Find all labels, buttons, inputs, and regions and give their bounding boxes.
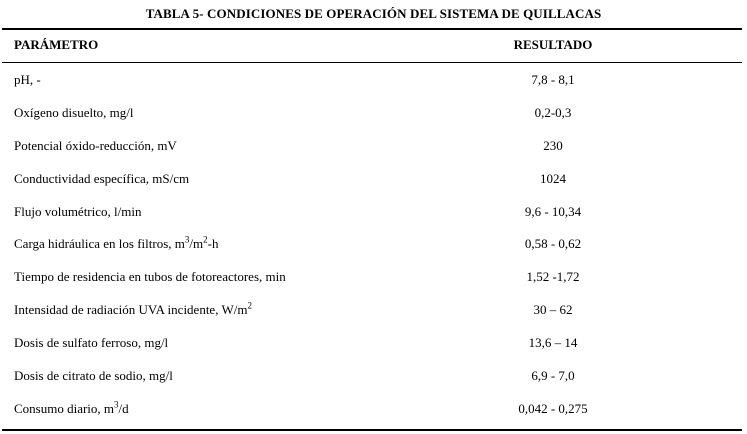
header-parameter: PARÁMETRO — [14, 37, 99, 52]
value-cell: 30 – 62 — [533, 302, 573, 318]
param-cell: Conductividad específica, mS/cm — [14, 170, 190, 186]
table-row — [0, 162, 747, 195]
param-cell — [14, 302, 252, 318]
value-cell: 0,2-0,3 — [534, 104, 572, 120]
table-row — [0, 326, 747, 359]
table-title: TABLA 5- CONDICIONES DE OPERACIÓN DEL SISTEMA DE QUILLACAS — [145, 6, 602, 21]
param-cell: Oxígeno disuelto, mg/l — [14, 104, 134, 120]
value-cell: 7,8 - 8,1 — [531, 72, 575, 87]
value-cell: 1,52 -1,72 — [526, 269, 580, 285]
superscript: 3 — [184, 235, 190, 246]
superscript: 2 — [247, 300, 252, 311]
table-row — [0, 293, 747, 326]
param-cell: Potencial óxido-reducción, mV — [14, 137, 177, 153]
table-row — [0, 227, 747, 260]
param-text: /m — [189, 236, 204, 252]
param-cell — [14, 401, 129, 417]
superscript: 2 — [203, 235, 208, 246]
value-cell: 9,6 - 10,34 — [524, 203, 582, 219]
param-cell: pH, - — [14, 72, 41, 87]
value-cell: 0,042 - 0,275 — [518, 400, 588, 416]
table-row — [0, 195, 747, 228]
param-text: Carga hidráulica en los filtros, m — [14, 236, 185, 252]
param-text: Intensidad de radiación UVA incidente, W/m — [14, 302, 248, 318]
table-row — [0, 129, 747, 162]
table-row — [0, 96, 747, 129]
superscript: 3 — [114, 399, 119, 410]
param-text: /d — [118, 400, 129, 416]
value-cell: 6,9 - 7,0 — [531, 368, 575, 384]
value-cell: 230 — [543, 137, 563, 153]
value-cell: 0,58 - 0,62 — [524, 236, 582, 252]
bottom-rule — [2, 429, 742, 431]
table-row — [0, 260, 747, 293]
param-cell: Dosis de citrato de sodio, mg/l — [14, 368, 173, 384]
header-result: RESULTADO — [513, 37, 593, 52]
param-cell: Flujo volumétrico, l/min — [14, 203, 142, 219]
top-rule — [2, 28, 742, 30]
param-text: -h — [207, 236, 219, 252]
value-cell: 1024 — [540, 170, 566, 186]
table-row — [0, 63, 747, 96]
param-text: Consumo diario, m — [14, 400, 115, 416]
table-body — [0, 63, 747, 425]
table-row — [0, 359, 747, 392]
param-cell: Dosis de sulfato ferroso, mg/l — [14, 335, 169, 351]
param-cell — [14, 236, 218, 252]
value-cell: 13,6 – 14 — [528, 335, 578, 351]
table-row — [0, 392, 747, 425]
param-cell: Tiempo de residencia en tubos de fotoreactores, min — [14, 269, 286, 285]
